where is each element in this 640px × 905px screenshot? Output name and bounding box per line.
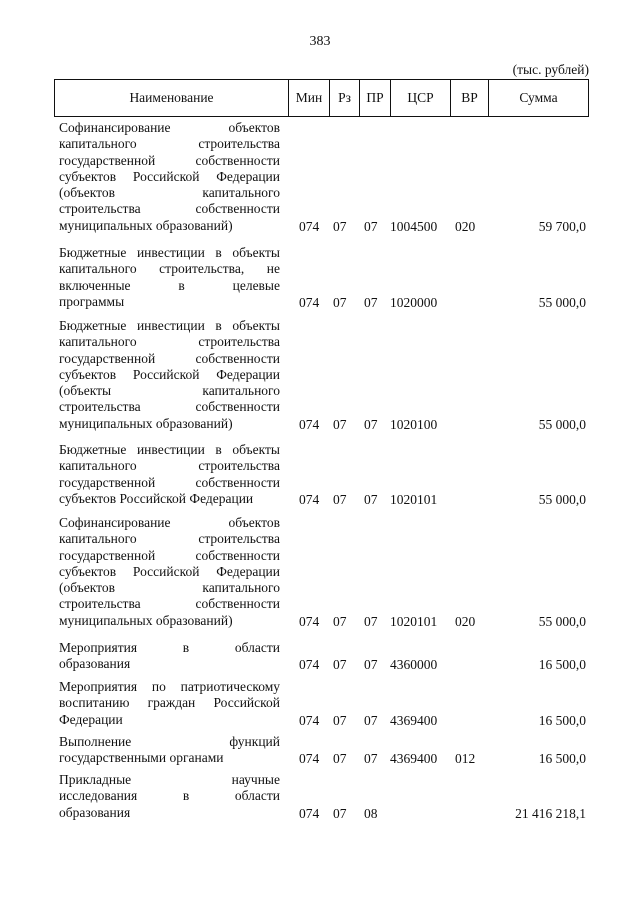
row-rz: 07: [333, 294, 347, 310]
header-min: Мин: [289, 80, 330, 116]
row-min: 074: [299, 218, 320, 234]
row-sum: 55 000,0: [538, 416, 586, 432]
row-name-line: строительства собственности: [59, 399, 280, 415]
row-min: 074: [299, 657, 320, 673]
header-vr: ВР: [451, 80, 489, 116]
row-rz: 07: [333, 657, 347, 673]
row-pr: 07: [364, 657, 378, 673]
header-rz: Рз: [330, 80, 360, 116]
header-sum: Сумма: [519, 90, 558, 105]
row-sum: 55 000,0: [538, 613, 586, 629]
header-pr: ПР: [360, 80, 391, 116]
units-label: (тыс. рублей): [512, 62, 589, 77]
row-name: [59, 640, 280, 673]
row-min: 074: [299, 294, 320, 310]
row-name-line: государственной собственности: [59, 152, 280, 168]
row-name-line: муниципальных образований): [59, 612, 233, 628]
row-name-line: строительства собственности: [59, 596, 280, 612]
row-pr: 07: [364, 613, 378, 629]
row-csr: 1020000: [390, 294, 438, 310]
row-csr: 1020101: [390, 613, 438, 629]
row-pr: 07: [364, 294, 378, 310]
row-pr: 08: [364, 805, 378, 821]
table-header: [54, 79, 589, 117]
row-name-line: субъектов Российской Федерации: [59, 168, 280, 184]
row-name: [59, 120, 280, 234]
row-name: [59, 679, 280, 728]
row-name-line: образования: [59, 804, 131, 820]
row-name-line: (объекты капитального: [59, 383, 280, 399]
row-rz: 07: [333, 805, 347, 821]
row-vr: 012: [455, 751, 476, 767]
row-csr: 1004500: [390, 218, 438, 234]
row-name: [59, 318, 280, 432]
row-pr: 07: [364, 751, 378, 767]
row-rz: 07: [333, 613, 347, 629]
row-sum: 21 416 218,1: [515, 805, 586, 821]
row-sum: 16 500,0: [538, 751, 586, 767]
row-csr: 1020101: [390, 491, 438, 507]
row-vr: 020: [455, 613, 476, 629]
row-name: [59, 515, 280, 629]
row-name-line: государственными органами: [59, 750, 224, 766]
row-rz: 07: [333, 218, 347, 234]
row-name-line: государственной собственности: [59, 474, 280, 490]
row-name-line: воспитанию граждан Российской: [59, 695, 280, 711]
header-name: Наименование: [55, 80, 289, 116]
row-name-line: Бюджетные инвестиции в объекты: [59, 245, 280, 260]
row-name-line: программы: [59, 293, 125, 309]
row-csr: 4369400: [390, 751, 438, 767]
row-min: 074: [299, 491, 320, 507]
row-min: 074: [299, 751, 320, 767]
row-name-line: Бюджетные инвестиции в объекты: [59, 442, 280, 457]
row-pr: 07: [364, 218, 378, 234]
row-name-line: субъектов Российской Федерации: [59, 490, 254, 506]
row-rz: 07: [333, 751, 347, 767]
row-min: 074: [299, 416, 320, 432]
row-name-line: Софинансирование объектов: [59, 515, 280, 530]
row-name: [59, 772, 280, 821]
row-csr: 1020100: [390, 416, 438, 432]
row-name-line: включенные в целевые: [59, 277, 280, 293]
row-sum: 16 500,0: [538, 657, 586, 673]
row-name-line: Мероприятия по патриотическому: [59, 679, 280, 694]
row-sum: 59 700,0: [538, 218, 586, 234]
row-name-line: (объектов капитального: [59, 185, 280, 201]
row-name-line: муниципальных образований): [59, 415, 233, 431]
row-name: [59, 245, 280, 310]
row-rz: 07: [333, 712, 347, 728]
row-name-line: Федерации: [59, 711, 123, 727]
row-name-line: государственной собственности: [59, 350, 280, 366]
row-pr: 07: [364, 712, 378, 728]
row-pr: 07: [364, 491, 378, 507]
row-name-line: Прикладные научные: [59, 772, 280, 787]
row-csr: 4369400: [390, 712, 438, 728]
row-name-line: строительства собственности: [59, 201, 280, 217]
page-number: 383: [309, 34, 331, 49]
row-name-line: муниципальных образований): [59, 217, 233, 233]
row-min: 074: [299, 805, 320, 821]
row-min: 074: [299, 613, 320, 629]
row-name-line: Бюджетные инвестиции в объекты: [59, 318, 280, 333]
row-name-line: капитального строительства, не: [59, 261, 280, 277]
row-name-line: исследования в области: [59, 788, 280, 804]
row-rz: 07: [333, 416, 347, 432]
row-name-line: капитального строительства: [59, 334, 280, 350]
row-name-line: капитального строительства: [59, 136, 280, 152]
row-rz: 07: [333, 491, 347, 507]
row-csr: 4360000: [390, 657, 438, 673]
row-vr: 020: [455, 218, 476, 234]
row-name: [59, 734, 280, 767]
row-name-line: образования: [59, 656, 131, 672]
row-name-line: Мероприятия в области: [59, 640, 280, 655]
row-min: 074: [299, 712, 320, 728]
row-name-line: государственной собственности: [59, 547, 280, 563]
row-name-line: капитального строительства: [59, 458, 280, 474]
row-sum: 55 000,0: [538, 491, 586, 507]
row-name-line: капитального строительства: [59, 531, 280, 547]
row-name-line: Выполнение функций: [59, 734, 280, 749]
row-name-line: (объектов капитального: [59, 580, 280, 596]
row-sum: 16 500,0: [538, 712, 586, 728]
row-pr: 07: [364, 416, 378, 432]
row-name-line: субъектов Российской Федерации: [59, 563, 280, 579]
row-name: [59, 442, 280, 507]
row-sum: 55 000,0: [538, 294, 586, 310]
row-name-line: Софинансирование объектов: [59, 120, 280, 135]
header-csr: ЦСР: [391, 80, 451, 116]
row-name-line: субъектов Российской Федерации: [59, 366, 280, 382]
